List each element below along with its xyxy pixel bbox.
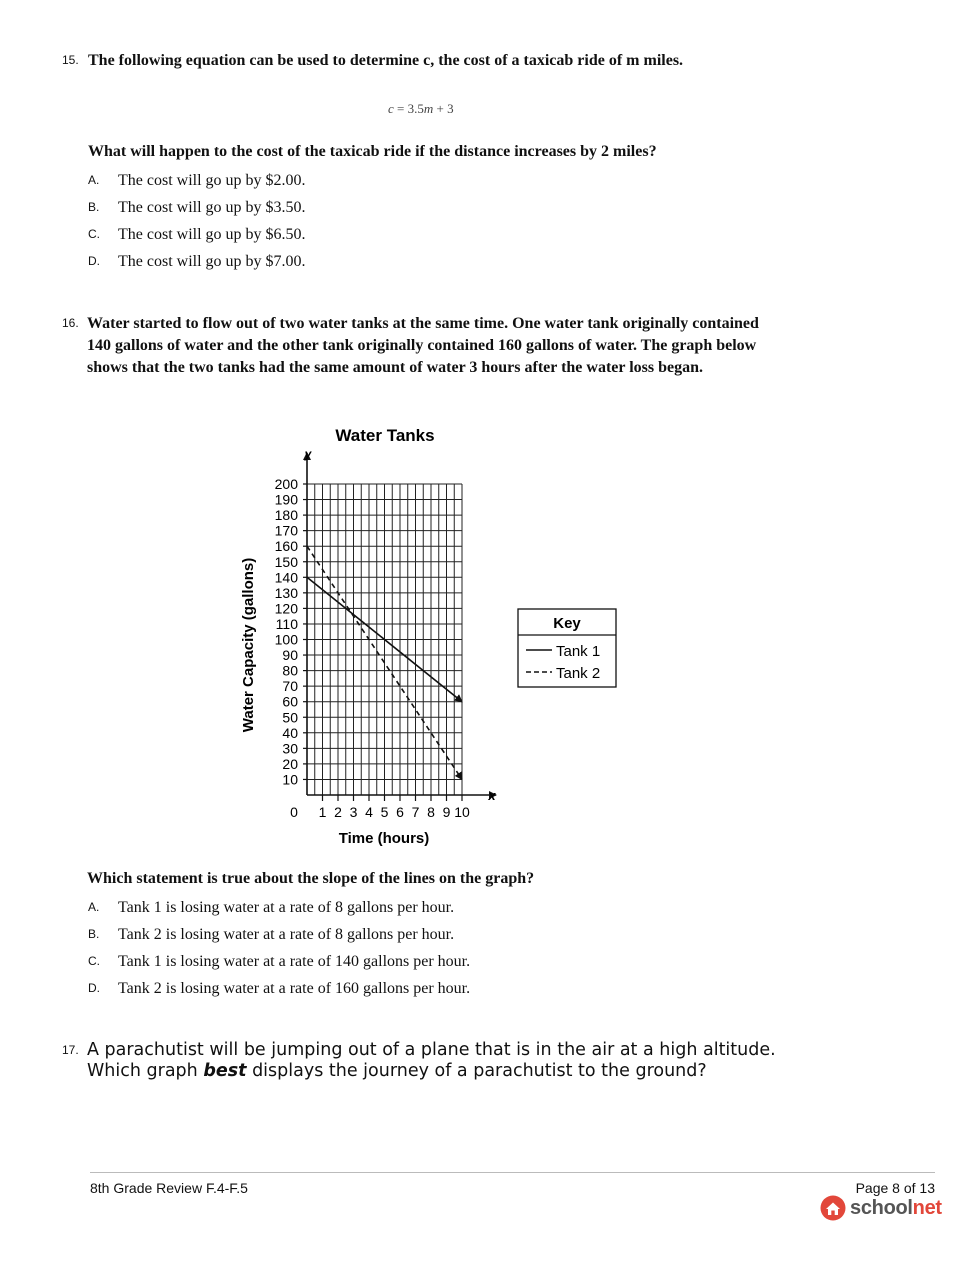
y-tick-label: 150 xyxy=(274,553,298,570)
x-tick-label: 9 xyxy=(442,804,451,820)
y-tick-label: 200 xyxy=(274,476,298,492)
x-tick-label: 6 xyxy=(396,804,404,820)
x-tick-label: 1 xyxy=(318,804,327,820)
y-tick-label: 80 xyxy=(282,662,298,679)
y-tick-label: 40 xyxy=(282,724,298,741)
question-16-prompt: Which statement is true about the slope of the lines on the graph? xyxy=(87,870,535,887)
question-16-stem: Water started to flow out of two water tanks at the same time. One water tank originally contained 140 gallons of water and the other tank originally contained 160 gallons of water. The graph below shows that the two tanks had the same amount of water 3 hours after the water loss began. xyxy=(87,315,759,376)
y-tick-label: 10 xyxy=(282,771,298,788)
x-axis-variable: x xyxy=(488,788,496,803)
x-tick-label: 2 xyxy=(334,804,342,820)
y-tick-label: 70 xyxy=(282,678,298,695)
question-15-equation: c = 3.5m + 3 xyxy=(388,101,454,116)
y-tick-label: 30 xyxy=(282,740,298,757)
footer-title: 8th Grade Review F.4-F.5 xyxy=(90,1180,248,1196)
x-tick-label: 10 xyxy=(454,804,470,820)
y-tick-label: 110 xyxy=(275,615,298,632)
chart-legend xyxy=(518,609,616,687)
question-15-stem: The following equation can be used to determine c, the cost of a taxicab ride of m miles. xyxy=(88,52,684,69)
question-15-number: 15. xyxy=(62,53,79,67)
y-tick-label: 160 xyxy=(274,538,298,555)
y-axis-variable: y xyxy=(304,447,312,461)
y-tick-label: 180 xyxy=(274,507,298,524)
question-17-stem: A parachutist will be jumping out of a plane that is in the air at a high altitude. Which graph best displays the journey of a parachutist to the ground? xyxy=(87,1040,776,1081)
x-axis-label: Time (hours) xyxy=(338,830,430,847)
y-tick-label: 100 xyxy=(274,631,298,648)
x-tick-label: 3 xyxy=(349,804,358,820)
water-tanks-chart xyxy=(230,415,630,855)
house-icon xyxy=(820,1195,846,1221)
y-tick-label: 120 xyxy=(274,600,298,617)
y-tick-label: 170 xyxy=(274,522,298,539)
origin-label: 0 xyxy=(290,804,298,820)
y-tick-label: 60 xyxy=(282,693,298,710)
y-tick-label: 50 xyxy=(282,709,298,726)
x-tick-label: 5 xyxy=(380,804,389,820)
y-tick-label: 190 xyxy=(274,491,298,508)
chart-title: Water Tanks xyxy=(335,426,435,445)
question-17-number: 17. xyxy=(62,1043,79,1057)
y-tick-label: 90 xyxy=(282,647,298,664)
x-tick-label: 4 xyxy=(365,804,373,820)
page-number: Page 8 of 13 xyxy=(855,1180,935,1196)
y-tick-label: 130 xyxy=(274,584,298,601)
y-tick-label: 140 xyxy=(274,569,298,586)
legend-title: Key xyxy=(553,615,581,632)
x-tick-label: 8 xyxy=(427,804,435,820)
schoolnet-logo: schoolnet xyxy=(820,1195,942,1221)
question-16-number: 16. xyxy=(62,316,79,330)
legend-tank-2-label: Tank 2 xyxy=(556,665,601,682)
y-tick-label: 20 xyxy=(282,755,298,772)
question-15-prompt: What will happen to the cost of the taxicab ride if the distance increases by 2 miles? xyxy=(88,143,657,160)
footer-divider xyxy=(90,1172,935,1173)
x-tick-label: 7 xyxy=(411,804,420,820)
legend-tank-1-label: Tank 1 xyxy=(556,643,601,660)
y-axis-label: Water Capacity (gallons) xyxy=(240,557,257,733)
